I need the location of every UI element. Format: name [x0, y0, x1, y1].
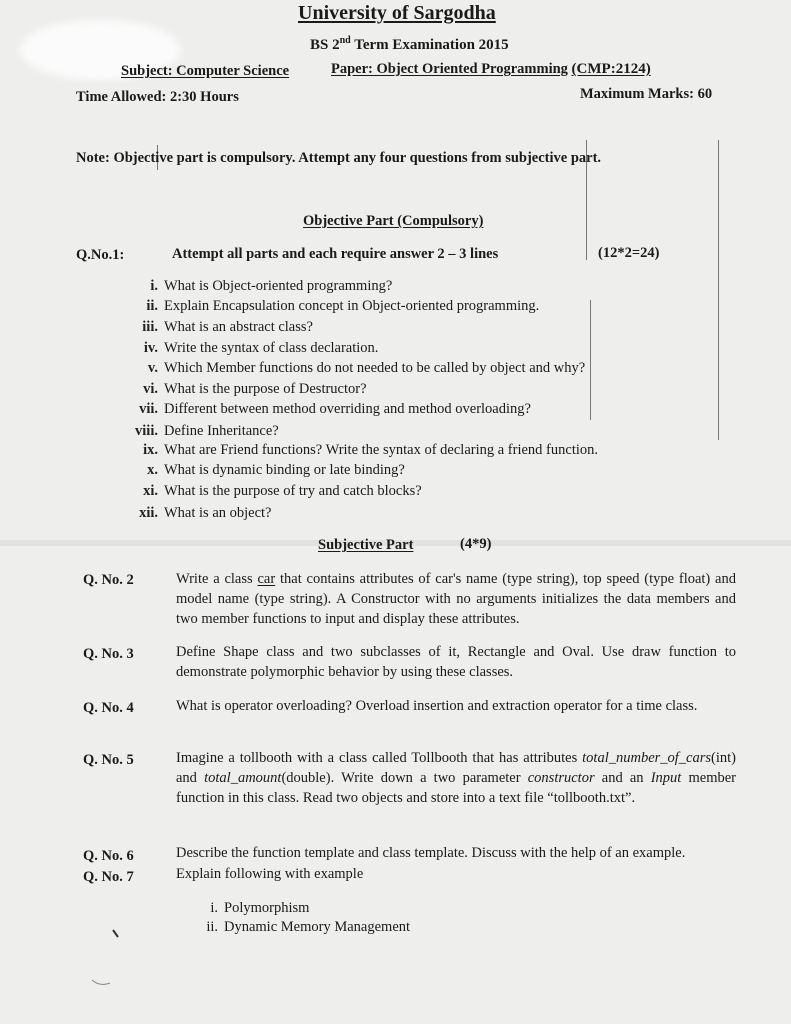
q7-item: ii. Dynamic Memory Management	[206, 919, 411, 935]
subjective-heading: Subjective Part	[318, 537, 414, 553]
question-text: What is an abstract class?	[164, 319, 313, 335]
question-number: iv.	[143, 340, 158, 356]
pencil-mark	[718, 140, 719, 440]
q4-text: What is operator overloading? Overload insertion and extraction operator for a time class.	[176, 698, 698, 714]
objective-question-item	[118, 423, 279, 440]
question-text: Write the syntax of class declaration.	[164, 340, 379, 356]
question-text: Which Member functions do not needed to be called by object and why?	[164, 360, 586, 376]
question-number: iii.	[142, 319, 158, 335]
q6-text: Describe the function template and class template. Discuss with the help of an example.	[176, 845, 686, 861]
objective-question-item	[118, 340, 378, 357]
q1-instruction: Attempt all parts and each require answer 2 – 3 lines	[172, 246, 499, 262]
q7-label: Q. No. 7	[83, 869, 134, 885]
exam-title: BS 2nd Term Examination 2015	[310, 35, 509, 53]
question-text: What is an object?	[164, 505, 272, 521]
question-text: Define Inheritance?	[164, 423, 279, 439]
question-number: ii.	[146, 298, 158, 314]
question-text: What is dynamic binding or late binding?	[164, 462, 405, 478]
objective-question-item	[118, 505, 272, 522]
objective-question-item	[118, 442, 598, 459]
pencil-mark	[590, 300, 591, 420]
pencil-tick-mark	[80, 925, 140, 995]
q3-label: Q. No. 3	[83, 646, 134, 662]
question-number: xi.	[143, 483, 158, 499]
time-allowed: Time Allowed: 2:30 Hours	[76, 89, 239, 105]
question-number: v.	[147, 360, 158, 376]
q1-marks: (12*2=24)	[598, 245, 660, 261]
question-text: What is the purpose of try and catch blocks?	[164, 483, 422, 499]
q7-text: Explain following with example	[176, 866, 364, 882]
maximum-marks: Maximum Marks: 60	[580, 86, 713, 102]
paper-label: Paper: Object Oriented Programming (CMP:2124)	[331, 61, 651, 77]
note: Note: Objective part is compulsory. Attempt any four questions from subjective part.	[76, 150, 602, 166]
q5-label: Q. No. 5	[83, 752, 134, 768]
question-number: xii.	[139, 505, 158, 521]
objective-question-item	[118, 360, 585, 377]
q5-text: Imagine a tollbooth with a class called Tollbooth that has attributes total_number_of_cars(int) and total_amount(double). Write down a two parameter constructor and an Input member function in this class. Read two objects and store into a text file “tollbooth.txt”.	[176, 750, 737, 806]
question-text: What is Object-oriented programming?	[164, 278, 393, 294]
question-number: i.	[150, 278, 158, 294]
q4-label: Q. No. 4	[83, 700, 134, 716]
question-number: vii.	[139, 401, 158, 417]
objective-question-item	[118, 401, 531, 418]
objective-question-item	[118, 462, 405, 479]
objective-question-item	[118, 278, 392, 295]
q2-text: Write a class car that contains attributes of car's name (type string), top speed (type float) and model name (type string). A Constructor with no arguments initializes the data members and two member functions to input and display these attributes.	[176, 571, 736, 627]
question-text: Explain Encapsulation concept in Object-oriented programming.	[164, 298, 540, 314]
subjective-marks: (4*9)	[460, 536, 492, 552]
objective-heading: Objective Part (Compulsory)	[303, 213, 484, 229]
q2-label: Q. No. 2	[83, 572, 134, 588]
objective-question-item	[118, 298, 539, 315]
subject-label: Subject: Computer Science	[121, 63, 290, 79]
objective-question-item	[118, 319, 313, 336]
question-text: Different between method overriding and method overloading?	[164, 401, 531, 417]
question-text: What is the purpose of Destructor?	[164, 381, 367, 397]
question-number: viii.	[135, 423, 158, 439]
q1-label: Q.No.1:	[76, 247, 125, 263]
objective-question-item	[118, 381, 367, 398]
question-text: What are Friend functions? Write the syntax of declaring a friend function.	[164, 442, 598, 458]
university-title: University of Sargodha	[298, 2, 496, 24]
q7-item: i. Polymorphism	[210, 900, 310, 916]
q6-label: Q. No. 6	[83, 848, 134, 864]
question-number: x.	[147, 462, 158, 478]
objective-question-item	[118, 483, 422, 500]
question-number: ix.	[143, 442, 158, 458]
q3-text: Define Shape class and two subclasses of it, Rectangle and Oval. Use draw function to demonstrate polymorphic behavior by using these classes.	[176, 644, 736, 680]
question-number: vi.	[143, 381, 158, 397]
